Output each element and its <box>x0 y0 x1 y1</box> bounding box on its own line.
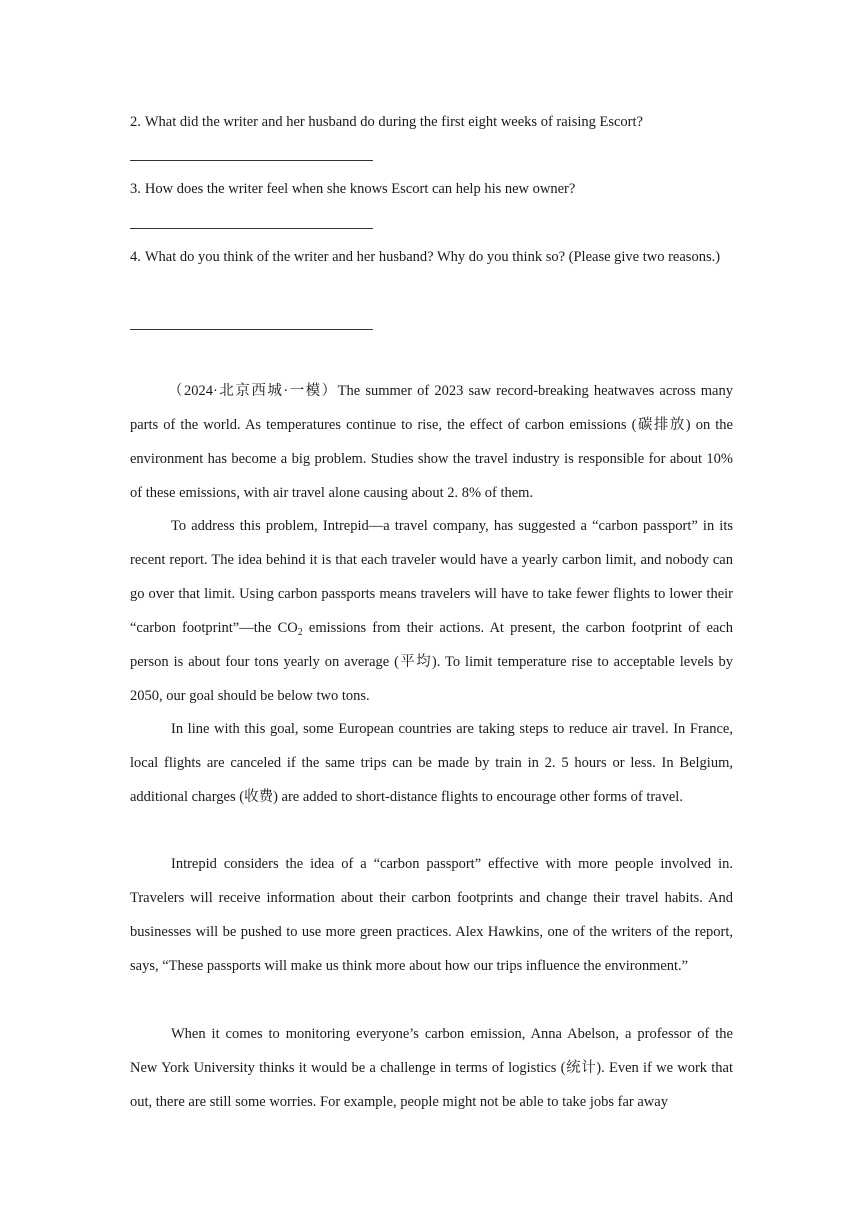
answer-line-3[interactable] <box>130 228 373 229</box>
question-text: What did the writer and her husband do during the first eight weeks of raising Escort? <box>144 114 643 130</box>
passage-paragraph-1 <box>130 375 733 511</box>
paragraph-text: To address this problem, Intrepid—a travel company, has suggested a “carbon passport” in its recent report. The idea behind it is that each traveler would have a yearly carbon limit, and nobody can go over that limit. Using carbon passports means travelers will have to take fewer flights to lower their “carbon footprint”—the CO <box>130 518 733 636</box>
passage-paragraph-2 <box>130 510 733 713</box>
question-number: 4. <box>130 249 141 265</box>
question-4 <box>130 240 733 274</box>
answer-line-4[interactable] <box>130 329 373 330</box>
question-3 <box>130 172 733 206</box>
question-2 <box>130 105 733 139</box>
passage-paragraph-3 <box>130 713 733 815</box>
question-text: How does the writer feel when she knows Escort can help his new owner? <box>144 181 576 197</box>
subscript-2: 2 <box>297 626 303 638</box>
paragraph-text: When it comes to monitoring everyone’s carbon emission, Anna Abelson, a professor of the New York University thinks it would be a challenge in terms of logistics (统计). Even if we work that out, there are still some worries. For example, people might not be able to take jobs far away <box>130 1026 733 1110</box>
passage-paragraph-4 <box>130 848 733 984</box>
question-text: What do you think of the writer and her husband? Why do you think so? (Please give two reasons.) <box>144 249 721 265</box>
paragraph-text: Intrepid considers the idea of a “carbon passport” effective with more people involved in. Travelers will receive information about their carbon footprints and change their travel habits. And businesses will be pushed to use more green practices. Alex Hawkins, one of the writers of the report, says, “These passports will make us think more about how our trips influence the environment.” <box>130 856 733 974</box>
passage-paragraph-5 <box>130 1018 733 1120</box>
question-number: 3. <box>130 181 141 197</box>
passage-source: （2024·北京西城·一模） <box>168 383 338 399</box>
paragraph-text-cont: emissions from their actions. At present, the carbon footprint of each person is about four tons yearly on average (平均). To limit temperature rise to acceptable levels by 2050, our goal should be below two tons. <box>130 619 733 704</box>
answer-line-2[interactable] <box>130 160 373 161</box>
question-number: 2. <box>130 114 141 130</box>
paragraph-text: In line with this goal, some European countries are taking steps to reduce air travel. In France, local flights are canceled if the same trips can be made by train in 2. 5 hours or less. In Belgium, additional charges (收费) are added to short-distance flights to encourage other forms of travel. <box>130 721 733 805</box>
paragraph-text: The summer of 2023 saw record-breaking heatwaves across many parts of the world. As temperatures continue to rise, the effect of carbon emissions (碳排放) on the environment has become a big problem. Studies show the travel industry is responsible for about 10% of these emissions, with air travel alone causing about 2. 8% of them. <box>130 383 733 501</box>
